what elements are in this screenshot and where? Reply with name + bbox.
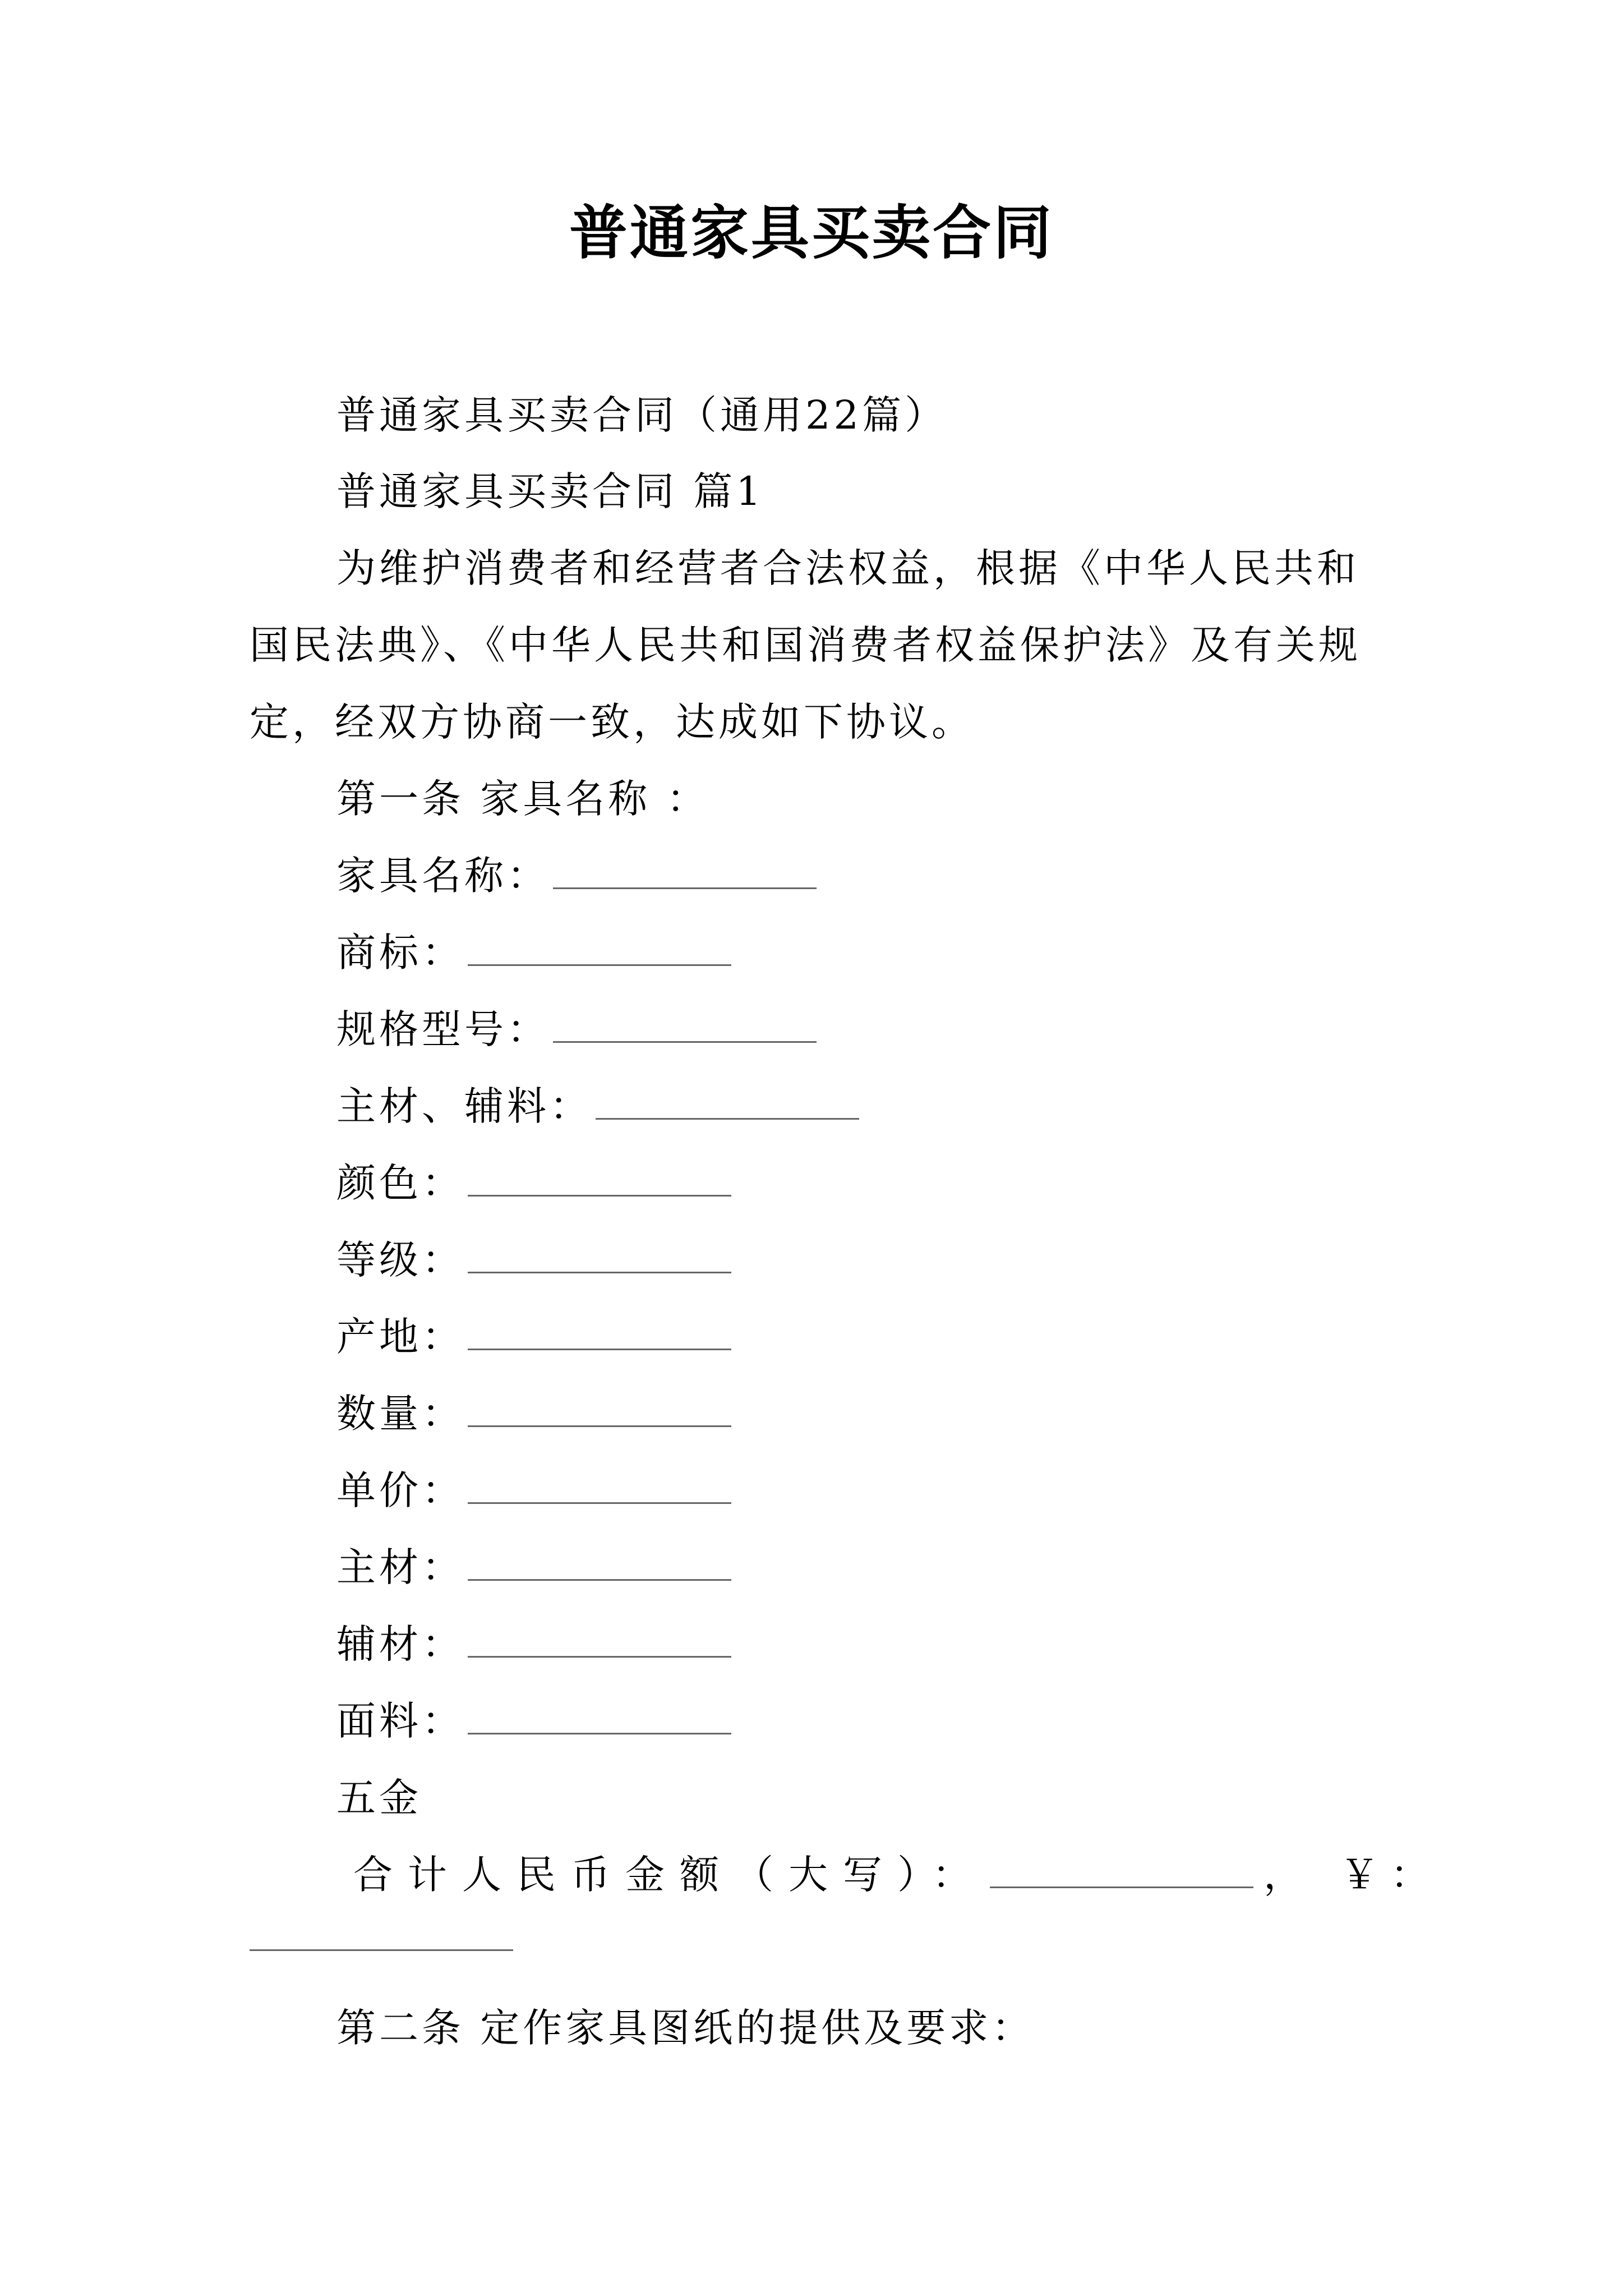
field-aux-material (336, 1616, 731, 1672)
yen-amount-blank[interactable] (250, 1949, 513, 1951)
field-label: 主材： (336, 1544, 464, 1590)
document-title: 普通家具买卖合同 (569, 198, 1054, 267)
field-blank[interactable] (468, 1191, 731, 1197)
field-color (336, 1155, 731, 1211)
field-blank[interactable] (468, 1422, 731, 1427)
field-unit-price (336, 1462, 731, 1519)
hardware-label: 五金 (336, 1775, 422, 1821)
field-blank[interactable] (468, 961, 731, 966)
field-label: 颜色： (336, 1160, 464, 1206)
article-1-heading: 第一条 家具名称 ： (336, 776, 709, 822)
section-heading: 普通家具买卖合同 篇1 (336, 468, 764, 514)
field-blank[interactable] (468, 1653, 731, 1658)
intro-line-3: 定，经双方协商一致，达成如下协议。 (250, 699, 974, 745)
intro-line-1: 为维护消费者和经营者合法权益，根据《中华人民共和 (336, 545, 1359, 591)
field-label: 家具名称： (336, 853, 550, 899)
field-blank[interactable] (468, 1345, 731, 1350)
field-fabric (336, 1693, 731, 1749)
field-blank[interactable] (553, 884, 817, 889)
total-amount-label: 合计人民币金额（大写）： (353, 1852, 986, 1898)
field-blank[interactable] (596, 1115, 859, 1120)
field-origin (336, 1309, 731, 1365)
field-main-material (336, 1539, 731, 1595)
field-furniture-name (336, 848, 817, 904)
field-label: 单价： (336, 1467, 464, 1513)
field-label: 等级： (336, 1237, 464, 1283)
field-label: 产地： (336, 1314, 464, 1360)
field-grade (336, 1232, 731, 1288)
total-amount-line (353, 1847, 1441, 1903)
field-blank[interactable] (468, 1268, 731, 1273)
intro-line-2: 国民法典》、《中华人民共和国消费者权益保护法》及有关规 (250, 622, 1361, 668)
field-label: 辅材： (336, 1621, 464, 1667)
field-label: 规格型号： (336, 1006, 550, 1052)
total-amount-blank[interactable] (990, 1883, 1253, 1888)
field-label: 主材、辅料： (336, 1083, 592, 1129)
total-separator: ， (1264, 1852, 1306, 1898)
field-label: 面料： (336, 1698, 464, 1744)
yen-label: ￥： (1340, 1852, 1441, 1898)
field-blank[interactable] (468, 1729, 731, 1734)
field-model (336, 1001, 817, 1057)
field-materials (336, 1078, 859, 1134)
document-subtitle: 普通家具买卖合同（通用22篇） (336, 392, 948, 438)
field-label: 数量： (336, 1391, 464, 1437)
field-quantity (336, 1386, 731, 1442)
article-2-heading: 第二条 定作家具图纸的提供及要求： (336, 2005, 1035, 2051)
field-blank[interactable] (468, 1499, 731, 1504)
field-label: 商标： (336, 930, 464, 976)
field-trademark (336, 924, 731, 981)
field-blank[interactable] (553, 1038, 817, 1043)
field-blank[interactable] (468, 1576, 731, 1581)
